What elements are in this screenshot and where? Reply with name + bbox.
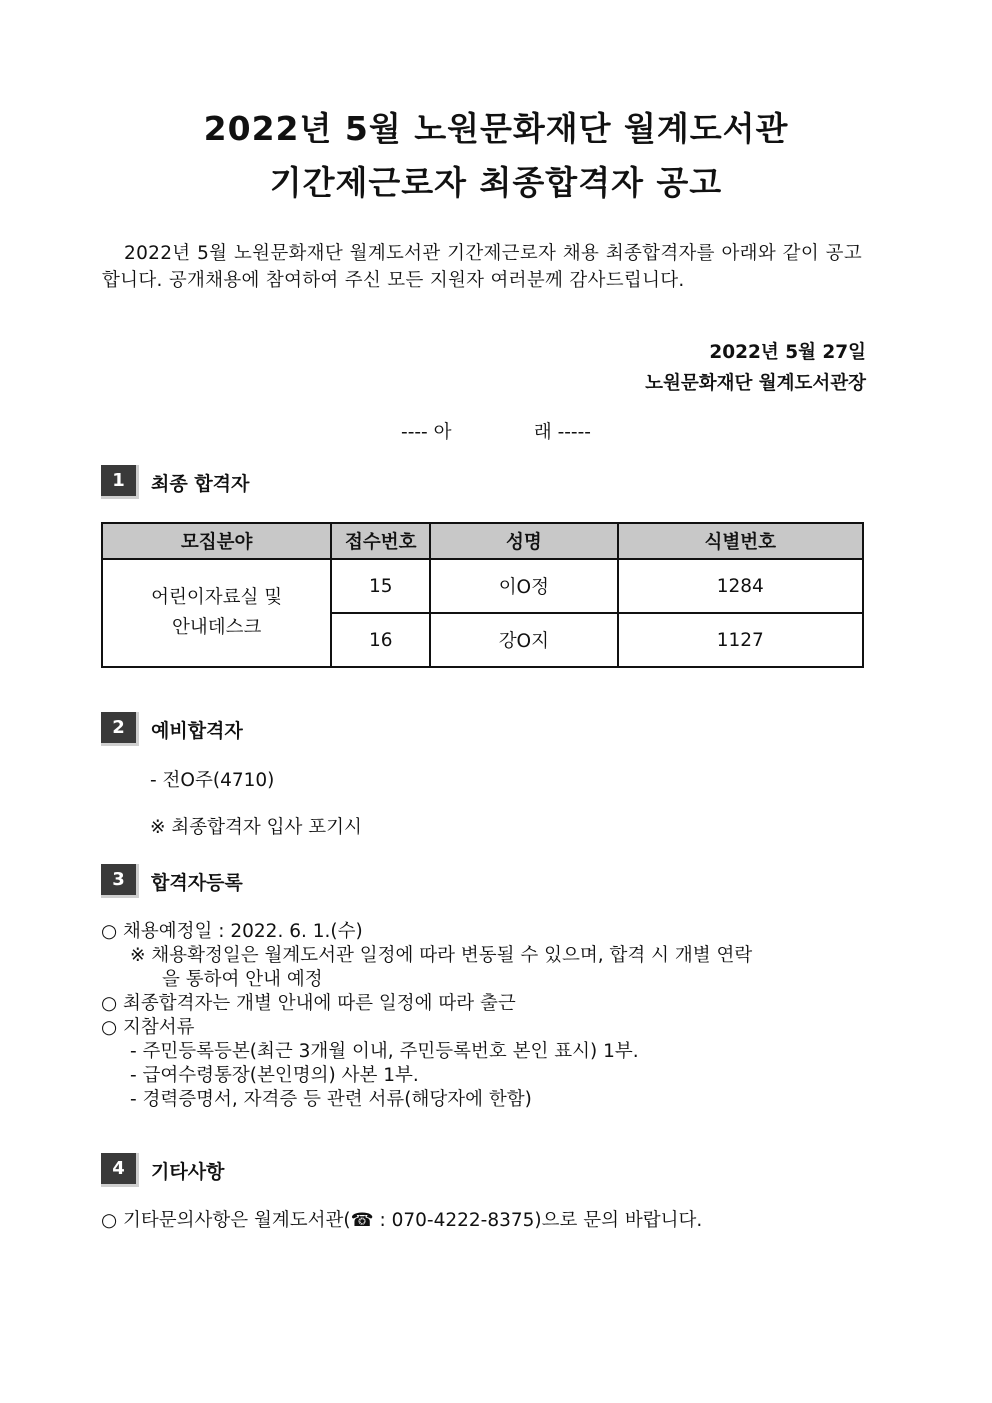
section-3-header — [101, 864, 243, 898]
table-header-row — [102, 523, 863, 559]
header-name: 성명 — [430, 523, 617, 559]
section-1-title: 최종 합격자 — [151, 472, 250, 495]
receipt-no-cell: 15 — [331, 559, 430, 613]
table-row — [102, 559, 863, 613]
name-cell: 강O지 — [430, 613, 617, 667]
document-title-line2: 기간제근로자 최종합격자 공고 — [269, 163, 723, 202]
reserve-applicant: - 전O주(4710) — [150, 770, 275, 791]
header-category: 모집분야 — [102, 523, 331, 559]
section-2-header — [101, 712, 243, 746]
hire-date-note: ※ 채용확정일은 월계도서관 일정에 따라 변동될 수 있으며, 합격 시 개별 연락 — [130, 945, 753, 966]
name-cell: 이O정 — [430, 559, 617, 613]
header-id: 식별번호 — [618, 523, 863, 559]
issuer-name: 노원문화재단 월계도서관장 — [645, 373, 866, 394]
document-item: - 주민등록등본(최근 3개월 이내, 주민등록번호 본인 표시) 1부. — [130, 1041, 639, 1062]
section-3-number: 3 — [101, 864, 139, 898]
notice-divider: ---- 아 래 ----- — [401, 422, 591, 443]
id-cell: 1127 — [618, 613, 863, 667]
section-4-title: 기타사항 — [151, 1160, 225, 1183]
document-item: - 경력증명서, 자격증 등 관련 서류(해당자에 한함) — [130, 1089, 532, 1110]
section-3-title: 합격자등록 — [151, 871, 243, 894]
section-2-number: 2 — [101, 712, 139, 746]
reserve-note: ※ 최종합격자 입사 포기시 — [150, 817, 362, 838]
header-receipt-no: 접수번호 — [331, 523, 430, 559]
id-cell: 1284 — [618, 559, 863, 613]
section-4-number: 4 — [101, 1153, 139, 1187]
hire-date: ○ 채용예정일 : 2022. 6. 1.(수) — [101, 921, 363, 942]
final-applicants-table — [101, 522, 864, 668]
category-line2: 안내데스크 — [171, 617, 262, 638]
contact-info: ○ 기타문의사항은 월계도서관(☎ : 070-4222-8375)으로 문의 바랍니다. — [101, 1210, 703, 1231]
section-4-header — [101, 1153, 224, 1187]
document-title-line1: 2022년 5월 노원문화재단 월계도서관 — [203, 109, 789, 148]
section-1-header — [101, 465, 249, 499]
document-item: - 급여수령통장(본인명의) 사본 1부. — [130, 1065, 419, 1086]
category-line1: 어린이자료실 및 — [151, 587, 283, 608]
announcement-date: 2022년 5월 27일 — [709, 342, 866, 363]
receipt-no-cell: 16 — [331, 613, 430, 667]
category-cell — [102, 559, 331, 667]
hire-date-note-cont: 을 통하여 안내 예정 — [162, 969, 323, 990]
documents-heading: ○ 지참서류 — [101, 1017, 195, 1038]
intro-paragraph: 2022년 5월 노원문화재단 월계도서관 기간제근로자 채용 최종합격자를 아래와 같이 공고합니다. 공개채용에 참여하여 주신 모든 지원자 여러분께 감사드립니다. — [102, 243, 862, 291]
section-1-number: 1 — [101, 465, 139, 499]
attendance-note: ○ 최종합격자는 개별 안내에 따른 일정에 따라 출근 — [101, 993, 516, 1014]
section-2-title: 예비합격자 — [151, 719, 243, 742]
